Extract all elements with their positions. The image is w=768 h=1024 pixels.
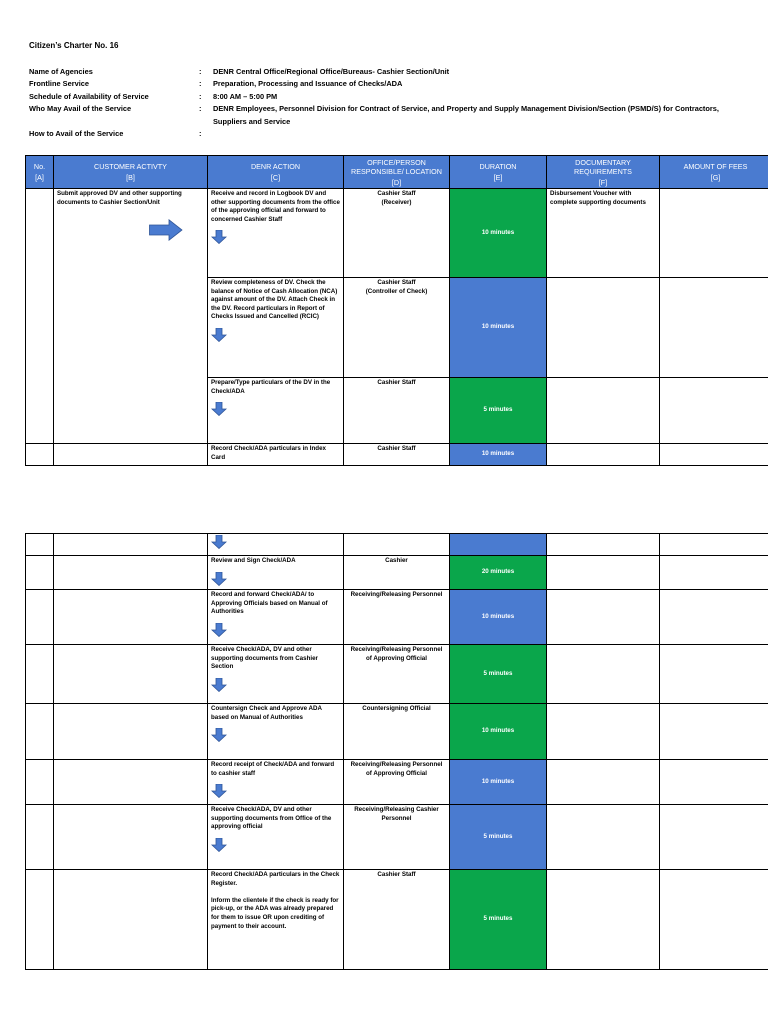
cell-no — [26, 704, 54, 760]
info-label: Schedule of Availability of Service — [29, 91, 149, 101]
info-label: Who May Avail of the Service — [29, 104, 132, 114]
table-row — [26, 645, 768, 704]
cell-documentary-requirements: Disbursement Voucher with complete supporting documents — [547, 189, 660, 278]
cell-office: Cashier Staff — [344, 870, 450, 970]
charter-number: Citizen’s Charter No. 16 — [29, 41, 119, 50]
cell-denr-action: Receive and record in Logbook DV and other supporting documents from the office of the approving official and forward to concerned Cashier Staff — [208, 189, 344, 278]
cell-amount-of-fees — [660, 645, 768, 704]
cell-no — [26, 444, 54, 466]
cell-no — [26, 590, 54, 645]
info-value: DENR Central Office/Regional Office/Bureaus- Cashier Section/Unit — [213, 67, 450, 76]
table-row — [26, 444, 768, 466]
cell-office: Cashier Staff — [344, 378, 450, 444]
cell-amount-of-fees — [660, 704, 768, 760]
cell-customer-activity — [54, 704, 208, 760]
cell-duration: 10 minutes — [450, 189, 547, 278]
cell-denr-action: Prepare/Type particulars of the DV in the Check/ADA — [208, 378, 344, 444]
cell-customer-activity — [54, 556, 208, 590]
down-arrow-icon — [211, 402, 227, 416]
cell-amount-of-fees — [660, 805, 768, 870]
cell-office: Receiving/Releasing Personnel of Approving Official — [344, 760, 450, 805]
table-row — [26, 805, 768, 870]
cell-documentary-requirements — [547, 590, 660, 645]
cell-office: Cashier — [344, 556, 450, 590]
cell-denr-action: Record receipt of Check/ADA and forward to cashier staff — [208, 760, 344, 805]
info-row-frontline-service: Frontline Service : Preparation, Processing and Issuance of Checks/ADA — [29, 78, 749, 90]
cell-office: Receiving/Releasing Personnel — [344, 590, 450, 645]
info-label: Name of Agencies — [29, 67, 93, 76]
table-row — [26, 590, 768, 645]
info-row-schedule: Schedule of Availability of Service : 8:00 AM – 5:00 PM — [29, 91, 749, 103]
down-arrow-icon — [211, 230, 227, 244]
cell-duration: 10 minutes — [450, 704, 547, 760]
cell-duration: 10 minutes — [450, 590, 547, 645]
info-label: How to Avail of the Service — [29, 129, 124, 139]
cell-office: Cashier Staff — [344, 444, 450, 466]
cell-no — [26, 645, 54, 704]
cell-no — [26, 805, 54, 870]
cell-denr-action: Review and Sign Check/ADA — [208, 556, 344, 590]
cell-documentary-requirements — [547, 378, 660, 444]
table-row — [26, 556, 768, 590]
cell-office: Cashier Staff (Controller of Check) — [344, 278, 450, 378]
table-row — [26, 189, 768, 278]
service-table-part-1 — [25, 155, 768, 466]
down-arrow-icon — [211, 728, 227, 742]
cell-denr-action: Review completeness of DV. Check the balance of Notice of Cash Allocation (NCA) against amount of the DV. Attach Check in the DV. Record particulars in Report of Checks Issued and Cancelled (RCIC) — [208, 278, 344, 378]
header-no: No. [A] — [26, 156, 54, 189]
cell-amount-of-fees — [660, 378, 768, 444]
cell-documentary-requirements — [547, 760, 660, 805]
cell-customer-activity — [54, 760, 208, 805]
table-row — [26, 534, 768, 556]
cell-no — [26, 189, 54, 444]
cell-amount-of-fees — [660, 444, 768, 466]
cell-amount-of-fees — [660, 556, 768, 590]
cell-customer-activity — [54, 444, 208, 466]
cell-denr-action: Record Check/ADA particulars in the Check Register. Inform the clientele if the check is ready for pick-up, or the ADA was already prepared for them to issue OR upon crediting of payment to their account. — [208, 870, 344, 970]
cell-duration: 5 minutes — [450, 805, 547, 870]
cell-duration: 5 minutes — [450, 870, 547, 970]
cell-documentary-requirements — [547, 645, 660, 704]
cell-amount-of-fees — [660, 870, 768, 970]
cell-duration — [450, 534, 547, 556]
cell-customer-activity — [54, 870, 208, 970]
info-row-who-may-avail: Who May Avail of the Service : DENR Employees, Personnel Division for Contract of Service, and Property and Supply Management Division/Section (PSMD/S) for Contractors, Suppliers and Service — [29, 103, 749, 128]
cell-amount-of-fees — [660, 590, 768, 645]
cell-duration: 5 minutes — [450, 378, 547, 444]
cell-customer-activity — [54, 590, 208, 645]
cell-denr-action: Receive Check/ADA, DV and other supporting documents from Cashier Section — [208, 645, 344, 704]
cell-customer-activity: Submit approved DV and other supporting documents to Cashier Section/Unit — [54, 189, 208, 444]
header-duration: DURATION [E] — [450, 156, 547, 189]
cell-no — [26, 556, 54, 590]
cell-documentary-requirements — [547, 556, 660, 590]
cell-no — [26, 534, 54, 556]
cell-office — [344, 534, 450, 556]
cell-amount-of-fees — [660, 189, 768, 278]
cell-office: Cashier Staff (Receiver) — [344, 189, 450, 278]
table-row — [26, 760, 768, 805]
cell-duration: 5 minutes — [450, 645, 547, 704]
cell-no — [26, 870, 54, 970]
header-amount-of-fees: AMOUNT OF FEES [G] — [660, 156, 768, 189]
cell-customer-activity — [54, 534, 208, 556]
info-value — [213, 128, 749, 140]
cell-denr-action: Record Check/ADA particulars in Index Card — [208, 444, 344, 466]
cell-duration: 10 minutes — [450, 444, 547, 466]
down-arrow-icon — [211, 623, 227, 637]
down-arrow-icon — [211, 328, 227, 342]
cell-duration: 10 minutes — [450, 760, 547, 805]
info-row-agencies: Name of Agencies : DENR Central Office/Regional Office/Bureaus- Cashier Section/Unit — [29, 66, 749, 78]
cell-office: Countersigning Official — [344, 704, 450, 760]
cell-denr-action: Countersign Check and Approve ADA based on Manual of Authorities — [208, 704, 344, 760]
info-value: 8:00 AM – 5:00 PM — [213, 91, 278, 101]
header-customer-activity: CUSTOMER ACTIVTY [B] — [54, 156, 208, 189]
cell-documentary-requirements — [547, 704, 660, 760]
cell-customer-activity — [54, 805, 208, 870]
service-table-part-2 — [25, 533, 768, 970]
down-arrow-icon — [211, 838, 227, 852]
cell-amount-of-fees — [660, 534, 768, 556]
down-arrow-icon — [211, 784, 227, 798]
info-value: Preparation, Processing and Issuance of Checks/ADA — [213, 79, 403, 89]
cell-duration: 20 minutes — [450, 556, 547, 590]
header-office: OFFICE/PERSON RESPONSIBLE/ LOCATION [D] — [344, 156, 450, 189]
cell-documentary-requirements — [547, 805, 660, 870]
table-row — [26, 870, 768, 970]
table-row — [26, 704, 768, 760]
cell-customer-activity — [54, 645, 208, 704]
info-row-how-to-avail: How to Avail of the Service : — [29, 128, 749, 140]
down-arrow-icon — [211, 678, 227, 692]
cell-documentary-requirements — [547, 278, 660, 378]
cell-amount-of-fees — [660, 278, 768, 378]
info-label: Frontline Service — [29, 79, 89, 89]
header-denr-action: DENR ACTION [C] — [208, 156, 344, 189]
down-arrow-icon — [211, 572, 227, 586]
service-info — [29, 66, 749, 140]
right-arrow-icon — [149, 219, 183, 241]
cell-amount-of-fees — [660, 760, 768, 805]
cell-denr-action: Receive Check/ADA, DV and other supporting documents from Office of the approving official — [208, 805, 344, 870]
cell-denr-action: Record and forward Check/ADA/ to Approving Officials based on Manual of Authorities — [208, 590, 344, 645]
header-documentary-requirements: DOCUMENTARY REQUIREMENTS [F] — [547, 156, 660, 189]
down-arrow-icon — [211, 535, 227, 549]
cell-office: Receiving/Releasing Cashier Personnel — [344, 805, 450, 870]
info-value: DENR Employees, Personnel Division for Contract of Service, and Property and Supply Management Division/Section (PSMD/S) for Contractors, Suppliers and Service — [213, 104, 719, 126]
cell-denr-action — [208, 534, 344, 556]
header-row — [26, 156, 768, 189]
cell-documentary-requirements — [547, 444, 660, 466]
cell-documentary-requirements — [547, 870, 660, 970]
cell-duration: 10 minutes — [450, 278, 547, 378]
cell-no — [26, 760, 54, 805]
cell-office: Receiving/Releasing Personnel of Approving Official — [344, 645, 450, 704]
cell-documentary-requirements — [547, 534, 660, 556]
